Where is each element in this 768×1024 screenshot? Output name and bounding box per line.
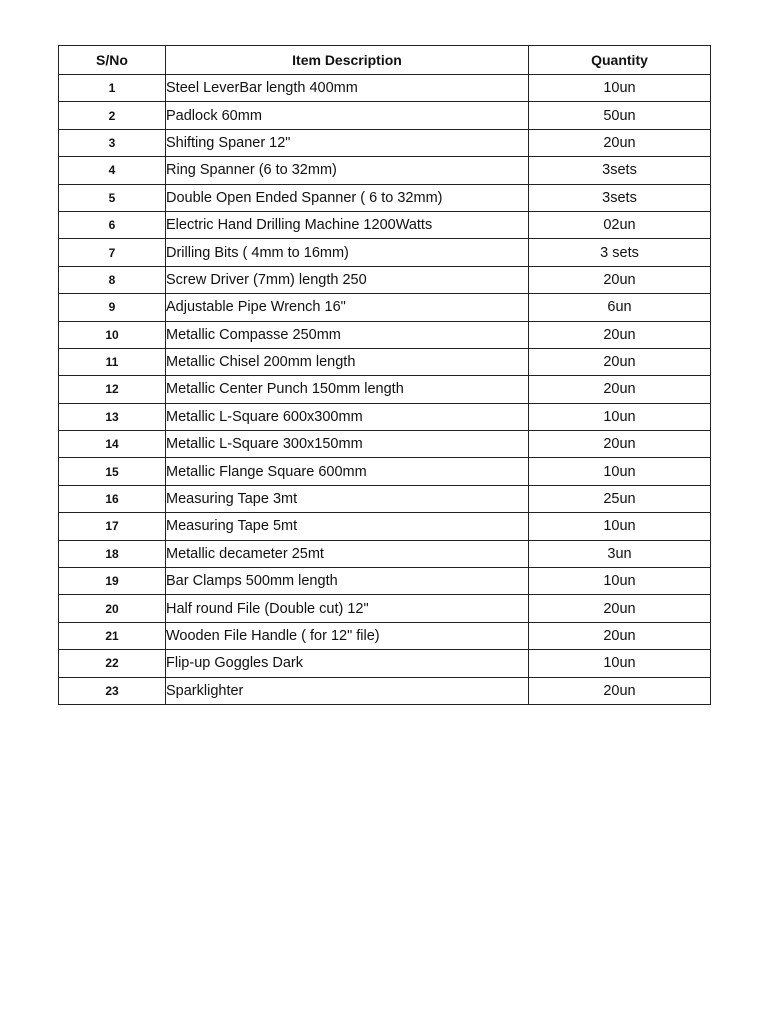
row-quantity-cell: 3sets [529,184,711,211]
row-description-cell: Bar Clamps 500mm length [166,568,529,595]
row-quantity-cell: 6un [529,294,711,321]
table-row [59,403,711,430]
row-quantity-cell: 20un [529,677,711,704]
row-sno-cell: 21 [59,622,166,649]
table-row [59,157,711,184]
row-sno-cell: 3 [59,129,166,156]
row-sno-cell: 6 [59,211,166,238]
row-sno-cell: 22 [59,650,166,677]
row-sno-cell: 2 [59,102,166,129]
row-quantity-cell: 25un [529,485,711,512]
row-sno-cell: 7 [59,239,166,266]
row-quantity-cell: 3 sets [529,239,711,266]
row-description-cell: Electric Hand Drilling Machine 1200Watts [166,211,529,238]
row-description-cell: Measuring Tape 5mt [166,513,529,540]
row-description-cell: Sparklighter [166,677,529,704]
table-row [59,595,711,622]
row-sno-cell: 8 [59,266,166,293]
row-quantity-cell: 20un [529,321,711,348]
row-description-cell: Steel LeverBar length 400mm [166,75,529,102]
row-description-cell: Metallic L-Square 600x300mm [166,403,529,430]
row-quantity-cell: 10un [529,568,711,595]
row-sno-cell: 17 [59,513,166,540]
row-sno-cell: 16 [59,485,166,512]
row-quantity-cell: 10un [529,75,711,102]
row-sno-cell: 18 [59,540,166,567]
row-description-cell: Shifting Spaner 12" [166,129,529,156]
table-row [59,376,711,403]
row-quantity-cell: 20un [529,595,711,622]
row-sno-cell: 4 [59,157,166,184]
table-row [59,129,711,156]
row-description-cell: Metallic decameter 25mt [166,540,529,567]
table-row [59,513,711,540]
row-description-cell: Metallic Chisel 200mm length [166,348,529,375]
row-quantity-cell: 20un [529,431,711,458]
row-sno-cell: 11 [59,348,166,375]
row-sno-cell: 10 [59,321,166,348]
row-quantity-cell: 20un [529,348,711,375]
row-description-cell: Measuring Tape 3mt [166,485,529,512]
row-description-cell: Padlock 60mm [166,102,529,129]
row-sno-cell: 23 [59,677,166,704]
table-row [59,348,711,375]
row-quantity-cell: 10un [529,513,711,540]
table-row [59,650,711,677]
row-description-cell: Half round File (Double cut) 12" [166,595,529,622]
row-quantity-cell: 3un [529,540,711,567]
table-row [59,294,711,321]
row-sno-cell: 19 [59,568,166,595]
table-row [59,568,711,595]
table-row [59,239,711,266]
row-description-cell: Metallic Center Punch 150mm length [166,376,529,403]
table-row [59,211,711,238]
row-description-cell: Metallic L-Square 300x150mm [166,431,529,458]
row-quantity-cell: 10un [529,458,711,485]
row-sno-cell: 12 [59,376,166,403]
row-sno-cell: 14 [59,431,166,458]
row-quantity-cell: 10un [529,403,711,430]
header-description: Item Description [166,46,529,75]
table-row [59,677,711,704]
row-quantity-cell: 20un [529,266,711,293]
table-row [59,458,711,485]
table-header-row [59,46,711,75]
row-quantity-cell: 20un [529,622,711,649]
row-sno-cell: 13 [59,403,166,430]
table-row [59,622,711,649]
row-sno-cell: 5 [59,184,166,211]
row-description-cell: Flip-up Goggles Dark [166,650,529,677]
row-description-cell: Screw Driver (7mm) length 250 [166,266,529,293]
row-description-cell: Metallic Compasse 250mm [166,321,529,348]
row-description-cell: Ring Spanner (6 to 32mm) [166,157,529,184]
header-quantity: Quantity [529,46,711,75]
row-quantity-cell: 02un [529,211,711,238]
row-description-cell: Metallic Flange Square 600mm [166,458,529,485]
row-description-cell: Drilling Bits ( 4mm to 16mm) [166,239,529,266]
table-row [59,266,711,293]
row-description-cell: Double Open Ended Spanner ( 6 to 32mm) [166,184,529,211]
items-table [58,45,711,705]
table-row [59,485,711,512]
row-quantity-cell: 3sets [529,157,711,184]
row-quantity-cell: 50un [529,102,711,129]
row-sno-cell: 20 [59,595,166,622]
row-sno-cell: 1 [59,75,166,102]
table-row [59,184,711,211]
table-row [59,321,711,348]
row-description-cell: Adjustable Pipe Wrench 16" [166,294,529,321]
table-row [59,75,711,102]
row-quantity-cell: 20un [529,376,711,403]
row-quantity-cell: 20un [529,129,711,156]
header-sno: S/No [59,46,166,75]
row-sno-cell: 9 [59,294,166,321]
table-body [59,75,711,705]
table-row [59,102,711,129]
table-row [59,540,711,567]
row-description-cell: Wooden File Handle ( for 12" file) [166,622,529,649]
row-sno-cell: 15 [59,458,166,485]
row-quantity-cell: 10un [529,650,711,677]
table-row [59,431,711,458]
